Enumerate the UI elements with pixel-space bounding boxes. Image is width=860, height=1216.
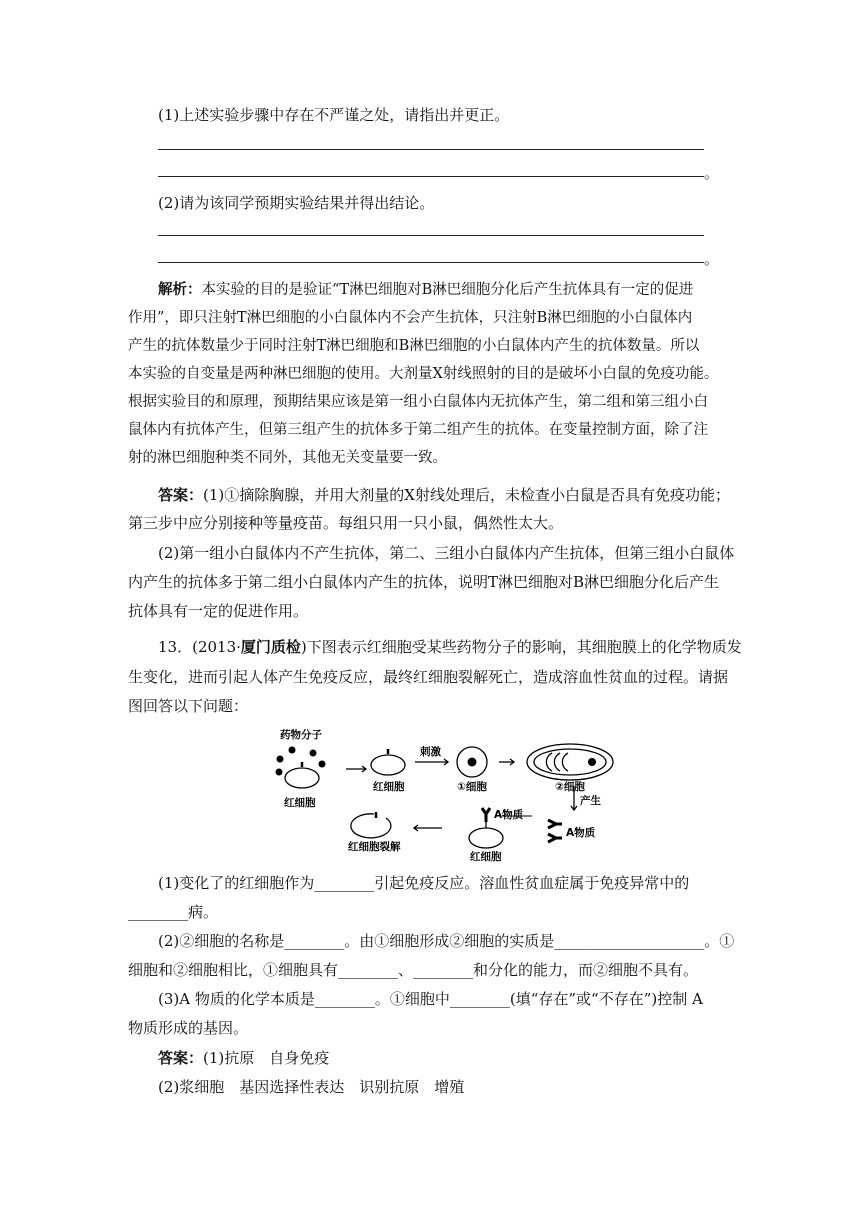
label-red-cell: 红细胞 xyxy=(284,797,316,809)
label-red-cell: 红细胞 xyxy=(373,781,405,793)
answer-line: (2)浆细胞 基因选择性表达 识别抗原 增殖 xyxy=(158,1078,465,1096)
question-source-close: ) xyxy=(300,638,307,656)
answer-line: (1)①摘除胸腺，并用大剂量的X射线处理后，未检查小白鼠是否具有免疫功能； xyxy=(203,486,730,504)
answer-line: (2)第一组小白鼠体内不产生抗体，第二、三组小白鼠体内产生抗体，但第三组小白鼠体 xyxy=(158,544,735,562)
answer-blank-line[interactable] xyxy=(158,262,704,263)
subquestion-line: 细胞和②细胞相比，①细胞具有________、________和分化的能力，而②细胞不具有。 xyxy=(128,961,699,979)
subquestion-line: (1)变化了的红细胞作为________引起免疫反应。溶血性贫血症属于免疫异常中的 xyxy=(158,874,690,892)
answer-line: 抗体具有一定的促进作用。 xyxy=(128,602,309,620)
label-drug-molecule: 药物分子 xyxy=(280,729,322,741)
subquestion-line: 物质形成的基因。 xyxy=(128,1019,249,1037)
analysis-label: 解析： xyxy=(158,281,202,298)
subquestion-line: (3)A 物质的化学本质是________。①细胞中________(填“存在”或“不存在”)控制 A xyxy=(158,990,703,1008)
question-stem-line: 生变化，进而引起人体产生免疫反应，最终红细胞裂解死亡，造成溶血性贫血的过程。请据 xyxy=(128,668,729,686)
question-stem-line: 图回答以下问题： xyxy=(128,697,249,715)
answer-label: 答案： xyxy=(158,486,204,504)
answer-blank-line[interactable] xyxy=(158,235,704,236)
analysis-line: 作用”，即只注射T淋巴细胞的小白鼠体内不会产生抗体，只注射B淋巴细胞的小白鼠体内 xyxy=(128,310,693,326)
label-red-cell: 红细胞 xyxy=(470,851,502,863)
label-substance-a: A物质 xyxy=(494,809,524,821)
answer-blank-line[interactable] xyxy=(158,176,704,177)
red-cell-1 xyxy=(285,768,319,788)
period: 。 xyxy=(704,250,720,268)
label-substance-a: A物质 xyxy=(566,827,596,839)
antibody-icon xyxy=(548,834,562,842)
red-cell-3 xyxy=(469,828,503,848)
analysis-line: 本实验的目的是验证“T淋巴细胞对B淋巴细胞分化后产生抗体具有一定的促进 xyxy=(201,282,694,298)
answer-blank-line[interactable] xyxy=(158,149,704,150)
label-cell-2: ②细胞 xyxy=(555,781,585,793)
question-number: 13． xyxy=(158,638,193,656)
label-stimulate: 刺激 xyxy=(420,746,441,758)
answer-label: 答案： xyxy=(158,1049,204,1067)
label-cell-1: ①细胞 xyxy=(457,781,487,793)
period: 。 xyxy=(704,164,720,182)
question-stem-line: 下图表示红细胞受某些药物分子的影响，其细胞膜上的化学物质发 xyxy=(306,638,742,656)
analysis-line: 产生的抗体数量少于同时注射T淋巴细胞和B淋巴细胞的小白鼠体内产生的抗体数量。所以 xyxy=(128,338,700,354)
subquestion-line: ________病。 xyxy=(128,903,219,921)
q12-sub1-prompt: (1)上述实验步骤中存在不严谨之处，请指出并更正。 xyxy=(158,106,510,124)
answer-line: (1)抗原 自身免疫 xyxy=(203,1049,330,1067)
answer-line: 第三步中应分别接种等量疫苗。每组只用一只小鼠，偶然性太大。 xyxy=(128,514,564,532)
analysis-line: 鼠体内有抗体产生，但第三组产生的抗体多于第二组产生的抗体。在变量控制方面，除了注 xyxy=(128,422,708,438)
subquestion-line: (2)②细胞的名称是________。由①细胞形成②细胞的实质是____________________。① xyxy=(158,932,735,950)
question-source: (2013· xyxy=(192,638,241,656)
red-cell-2 xyxy=(371,755,405,775)
q12-sub2-prompt: (2)请为该同学预期实验结果并得出结论。 xyxy=(158,194,435,212)
antibody-icon xyxy=(548,820,562,828)
antibody-icon xyxy=(482,808,490,822)
analysis-line: 本实验的自变量是两种淋巴细胞的使用。大剂量X射线照射的目的是破坏小白鼠的免疫功能。 xyxy=(128,366,719,382)
label-red-cell-lysis: 红细胞裂解 xyxy=(348,841,401,853)
label-produce: 产生 xyxy=(580,795,601,807)
question-source-name: 厦门质检 xyxy=(240,638,301,656)
analysis-line: 根据实验目的和原理，预期结果应该是第一组小白鼠体内无抗体产生，第二组和第三组小白 xyxy=(128,394,708,410)
analysis-line: 射的淋巴细胞种类不同外，其他无关变量要一致。 xyxy=(128,450,447,466)
answer-line: 内产生的抗体多于第二组小白鼠体内产生的抗体，说明T淋巴细胞对B淋巴细胞分化后产生 xyxy=(128,573,720,591)
immune-diagram xyxy=(270,720,630,865)
red-cell-lysis xyxy=(351,814,391,838)
